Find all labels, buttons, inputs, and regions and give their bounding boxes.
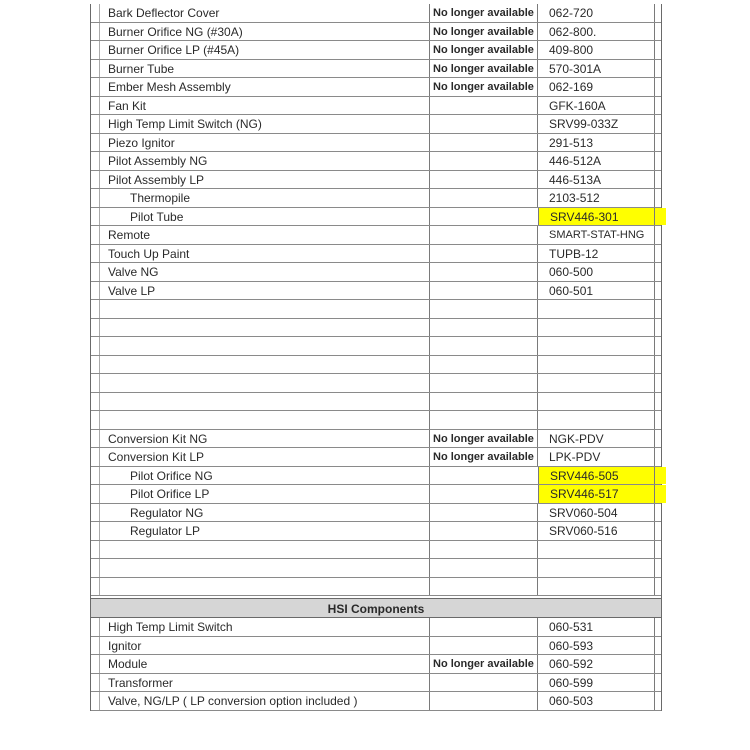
part-number-cell: 446-513A [537, 171, 666, 189]
table-row [91, 430, 661, 449]
availability-cell [429, 559, 541, 577]
part-number-cell: 062-800. [537, 23, 666, 41]
row-end-cell [654, 41, 662, 59]
row-margin-cell [91, 60, 99, 78]
part-name-cell [99, 411, 438, 429]
row-margin-cell [91, 411, 99, 429]
availability-cell [429, 97, 541, 115]
part-number-cell: SRV446-517 [538, 485, 666, 503]
row-end-cell [654, 430, 662, 448]
part-name-cell: Piezo Ignitor [99, 134, 438, 152]
row-margin-cell [91, 541, 99, 559]
row-end-cell [654, 618, 662, 636]
row-end-cell [654, 4, 662, 22]
part-name-cell: Conversion Kit LP [99, 448, 438, 466]
part-number-cell [537, 411, 666, 429]
part-number-cell: SRV99-033Z [537, 115, 666, 133]
row-end-cell [654, 411, 662, 429]
availability-cell: No longer available [429, 41, 541, 59]
part-name-cell: High Temp Limit Switch (NG) [99, 115, 438, 133]
row-end-cell [654, 78, 662, 96]
part-name-cell [99, 374, 438, 392]
row-end-cell [654, 171, 662, 189]
part-number-cell: 062-169 [537, 78, 666, 96]
part-name-cell [99, 559, 438, 577]
availability-cell [429, 208, 541, 226]
empty-row [91, 337, 661, 356]
row-end-cell [654, 208, 662, 226]
empty-row [91, 411, 661, 430]
row-end-cell [654, 541, 662, 559]
part-name-cell [99, 541, 438, 559]
row-margin-cell [91, 208, 99, 226]
part-name-cell: Touch Up Paint [99, 245, 438, 263]
availability-cell [429, 504, 541, 522]
part-number-cell [537, 374, 666, 392]
row-end-cell [654, 522, 662, 540]
availability-cell: No longer available [429, 448, 541, 466]
availability-cell [429, 134, 541, 152]
row-end-cell [654, 134, 662, 152]
availability-cell [429, 411, 541, 429]
availability-cell [429, 171, 541, 189]
availability-cell [429, 522, 541, 540]
availability-cell [429, 115, 541, 133]
part-name-cell [99, 356, 438, 374]
table-row [91, 171, 661, 190]
row-end-cell [654, 263, 662, 281]
part-name-cell: Burner Orifice LP (#45A) [99, 41, 438, 59]
table-row [91, 134, 661, 153]
part-name-cell: Remote [99, 226, 438, 244]
row-margin-cell [91, 97, 99, 115]
row-end-cell [654, 674, 662, 692]
row-end-cell [654, 467, 662, 485]
part-number-cell: 060-599 [537, 674, 666, 692]
row-end-cell [654, 637, 662, 655]
part-number-cell: 060-592 [537, 655, 666, 673]
row-margin-cell [91, 504, 99, 522]
part-number-cell: SRV060-516 [537, 522, 666, 540]
row-margin-cell [91, 226, 99, 244]
row-end-cell [654, 374, 662, 392]
empty-row [91, 578, 661, 597]
part-name-cell: Bark Deflector Cover [99, 4, 438, 22]
row-end-cell [654, 559, 662, 577]
availability-cell [429, 300, 541, 318]
availability-cell [429, 282, 541, 300]
row-margin-cell [91, 637, 99, 655]
part-number-cell: 060-501 [537, 282, 666, 300]
row-margin-cell [91, 300, 99, 318]
availability-cell: No longer available [429, 23, 541, 41]
row-margin-cell [91, 393, 99, 411]
table-row [91, 152, 661, 171]
table-row [91, 618, 661, 637]
row-end-cell [654, 115, 662, 133]
table-row [91, 4, 661, 23]
row-margin-cell [91, 152, 99, 170]
empty-row [91, 319, 661, 338]
row-margin-cell [91, 41, 99, 59]
availability-cell [429, 618, 541, 636]
part-number-cell: GFK-160A [537, 97, 666, 115]
part-name-cell: Regulator LP [99, 522, 460, 540]
row-margin-cell [91, 282, 99, 300]
part-number-cell: 060-593 [537, 637, 666, 655]
part-number-cell: LPK-PDV [537, 448, 666, 466]
table-row [91, 692, 661, 711]
table-row [91, 226, 661, 245]
part-name-cell: Ember Mesh Assembly [99, 78, 438, 96]
availability-cell [429, 393, 541, 411]
row-margin-cell [91, 430, 99, 448]
table-row [91, 78, 661, 97]
table-row [91, 23, 661, 42]
row-end-cell [654, 655, 662, 673]
part-number-cell: 570-301A [537, 60, 666, 78]
part-number-cell: 2103-512 [537, 189, 666, 207]
availability-cell [429, 356, 541, 374]
part-number-cell [537, 559, 666, 577]
availability-cell: No longer available [429, 4, 541, 22]
table-row [91, 448, 661, 467]
row-end-cell [654, 60, 662, 78]
row-margin-cell [91, 618, 99, 636]
empty-row [91, 300, 661, 319]
availability-cell: No longer available [429, 655, 541, 673]
row-margin-cell [91, 171, 99, 189]
row-margin-cell [91, 337, 99, 355]
row-margin-cell [91, 559, 99, 577]
part-number-cell [537, 578, 666, 596]
part-name-cell: Thermopile [99, 189, 460, 207]
table-row [91, 60, 661, 79]
part-name-cell: Conversion Kit NG [99, 430, 438, 448]
part-name-cell: Pilot Assembly NG [99, 152, 438, 170]
part-name-cell [99, 337, 438, 355]
row-margin-cell [91, 578, 99, 596]
row-margin-cell [91, 23, 99, 41]
row-margin-cell [91, 692, 99, 710]
row-end-cell [654, 189, 662, 207]
section-title: HSI Components [327, 602, 425, 616]
part-number-cell [537, 393, 666, 411]
row-margin-cell [91, 467, 99, 485]
availability-cell [429, 226, 541, 244]
part-name-cell: Regulator NG [99, 504, 460, 522]
row-end-cell [654, 152, 662, 170]
part-name-cell: Transformer [99, 674, 438, 692]
availability-cell [429, 374, 541, 392]
row-end-cell [654, 393, 662, 411]
availability-cell [429, 152, 541, 170]
table-row [91, 115, 661, 134]
row-margin-cell [91, 319, 99, 337]
part-number-cell: 060-503 [537, 692, 666, 710]
row-margin-cell [91, 189, 99, 207]
part-name-cell: Burner Orifice NG (#30A) [99, 23, 438, 41]
table-row [91, 282, 661, 301]
table-row [91, 263, 661, 282]
part-name-cell [99, 578, 438, 596]
availability-cell: No longer available [429, 60, 541, 78]
availability-cell [429, 692, 541, 710]
row-margin-cell [91, 674, 99, 692]
row-margin-cell [91, 448, 99, 466]
table-row [91, 637, 661, 656]
part-name-cell: Pilot Orifice NG [99, 467, 460, 485]
row-end-cell [654, 485, 662, 503]
row-end-cell [654, 300, 662, 318]
row-end-cell [654, 578, 662, 596]
table-row [91, 655, 661, 674]
part-number-cell: 409-800 [537, 41, 666, 59]
availability-cell [429, 637, 541, 655]
part-number-cell [537, 356, 666, 374]
part-number-cell [537, 337, 666, 355]
row-margin-cell [91, 522, 99, 540]
availability-cell [429, 319, 541, 337]
part-name-cell [99, 319, 438, 337]
part-number-cell: SRV060-504 [537, 504, 666, 522]
row-end-cell [654, 448, 662, 466]
parts-list-table [90, 4, 662, 711]
table-row [91, 522, 661, 541]
table-row [91, 41, 661, 60]
row-margin-cell [91, 134, 99, 152]
table-row [91, 504, 661, 523]
row-margin-cell [91, 263, 99, 281]
part-name-cell [99, 393, 438, 411]
table-row [91, 467, 661, 486]
row-end-cell [654, 337, 662, 355]
part-name-cell: Module [99, 655, 438, 673]
part-name-cell: Valve LP [99, 282, 438, 300]
part-number-cell: 060-500 [537, 263, 666, 281]
part-name-cell: Ignitor [99, 637, 438, 655]
table-row [91, 97, 661, 116]
part-name-cell: Fan Kit [99, 97, 438, 115]
row-margin-cell [91, 356, 99, 374]
availability-cell [429, 578, 541, 596]
row-end-cell [654, 97, 662, 115]
row-margin-cell [91, 4, 99, 22]
row-end-cell [654, 226, 662, 244]
part-number-cell: SMART-STAT-HNG [537, 226, 666, 244]
availability-cell [429, 337, 541, 355]
part-number-cell [537, 319, 666, 337]
table-row [91, 674, 661, 693]
part-name-cell: Pilot Tube [99, 208, 460, 226]
part-number-cell: 060-531 [537, 618, 666, 636]
availability-cell [429, 189, 541, 207]
table-row [91, 485, 661, 504]
part-name-cell: Pilot Orifice LP [99, 485, 460, 503]
table-row [91, 208, 661, 227]
availability-cell [429, 245, 541, 263]
availability-cell: No longer available [429, 78, 541, 96]
row-margin-cell [91, 115, 99, 133]
empty-row [91, 374, 661, 393]
empty-row [91, 356, 661, 375]
table-row [91, 245, 661, 264]
row-end-cell [654, 319, 662, 337]
table-row [91, 189, 661, 208]
availability-cell [429, 263, 541, 281]
part-name-cell: Burner Tube [99, 60, 438, 78]
part-name-cell: High Temp Limit Switch [99, 618, 438, 636]
part-name-cell: Valve NG [99, 263, 438, 281]
part-number-cell [537, 541, 666, 559]
availability-cell: No longer available [429, 430, 541, 448]
availability-cell [429, 485, 541, 503]
part-name-cell [99, 300, 438, 318]
row-margin-cell [91, 245, 99, 263]
row-end-cell [654, 245, 662, 263]
row-margin-cell [91, 374, 99, 392]
row-end-cell [654, 23, 662, 41]
availability-cell [429, 674, 541, 692]
part-number-cell: SRV446-301 [538, 208, 666, 226]
availability-cell [429, 541, 541, 559]
empty-row [91, 541, 661, 560]
part-name-cell: Pilot Assembly LP [99, 171, 438, 189]
part-number-cell: TUPB-12 [537, 245, 666, 263]
row-end-cell [654, 282, 662, 300]
part-number-cell: NGK-PDV [537, 430, 666, 448]
row-end-cell [654, 504, 662, 522]
part-number-cell [537, 300, 666, 318]
empty-row [91, 559, 661, 578]
row-end-cell [654, 356, 662, 374]
part-number-cell: 062-720 [537, 4, 666, 22]
part-number-cell: 291-513 [537, 134, 666, 152]
row-end-cell [654, 692, 662, 710]
row-margin-cell [91, 78, 99, 96]
availability-cell [429, 467, 541, 485]
section-header [91, 598, 661, 618]
row-margin-cell [91, 485, 99, 503]
part-number-cell: 446-512A [537, 152, 666, 170]
empty-row [91, 393, 661, 412]
row-margin-cell [91, 655, 99, 673]
part-name-cell: Valve, NG/LP ( LP conversion option included ) [99, 692, 438, 710]
part-number-cell: SRV446-505 [538, 467, 666, 485]
